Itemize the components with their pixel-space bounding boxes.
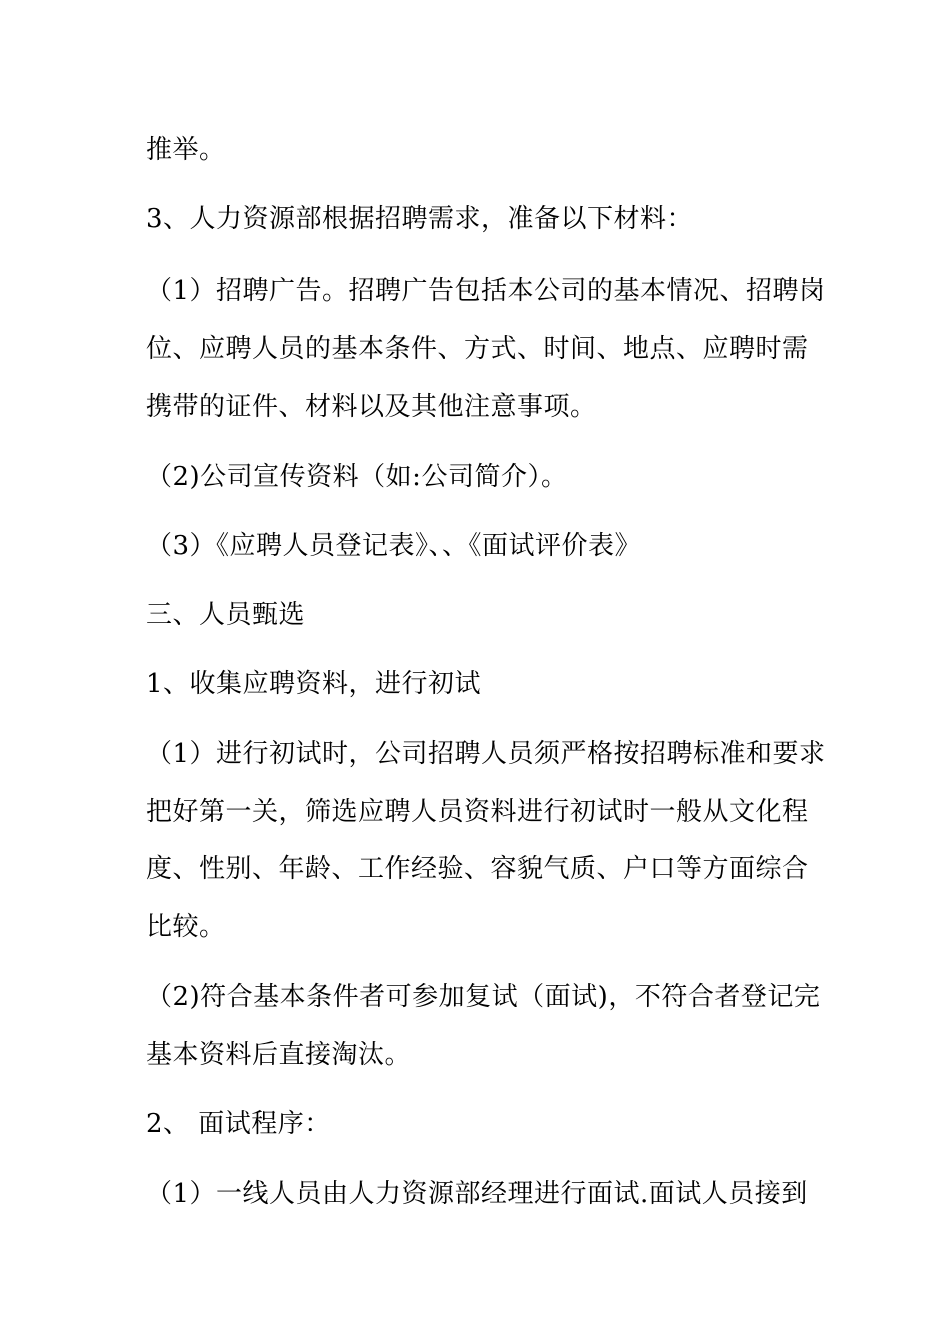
text-line-6: （2)公司宣传资料（如:公司简介）。 (146, 462, 568, 492)
text-line-16: 2、 面试程序： (146, 1109, 331, 1139)
text-line-9: 1、收集应聘资料，进行初试 (146, 669, 482, 699)
section-heading: 三、人员甄选 (146, 600, 306, 630)
text-line-13: 比较。 (146, 912, 226, 942)
text-line-17: （1）一线人员由人力资源部经理进行面试.面试人员接到 (146, 1179, 808, 1209)
text-line-11: 把好第一关，筛选应聘人员资料进行初试时一般从文化程 (146, 797, 809, 827)
text-line-12: 度、性别、年龄、工作经验、容貌气质、户口等方面综合 (146, 854, 809, 884)
text-line-1: 推举。 (146, 135, 226, 165)
text-line-3: （1）招聘广告。招聘广告包括本公司的基本情况、招聘岗 (146, 276, 826, 306)
text-line-4: 位、应聘人员的基本条件、方式、时间、地点、应聘时需 (146, 334, 809, 364)
text-line-7: （3）《应聘人员登记表》、、《面试评价表》 (146, 531, 642, 561)
text-line-10: （1）进行初试时，公司招聘人员须严格按招聘标准和要求 (146, 739, 826, 769)
text-line-14: （2)符合基本条件者可参加复试（面试)，不符合者登记完 (146, 982, 821, 1012)
text-line-2: 3、人力资源部根据招聘需求，准备以下材料： (146, 204, 694, 234)
text-line-15: 基本资料后直接淘汰。 (146, 1040, 412, 1070)
text-line-5: 携带的证件、材料以及其他注意事项。 (146, 392, 597, 422)
